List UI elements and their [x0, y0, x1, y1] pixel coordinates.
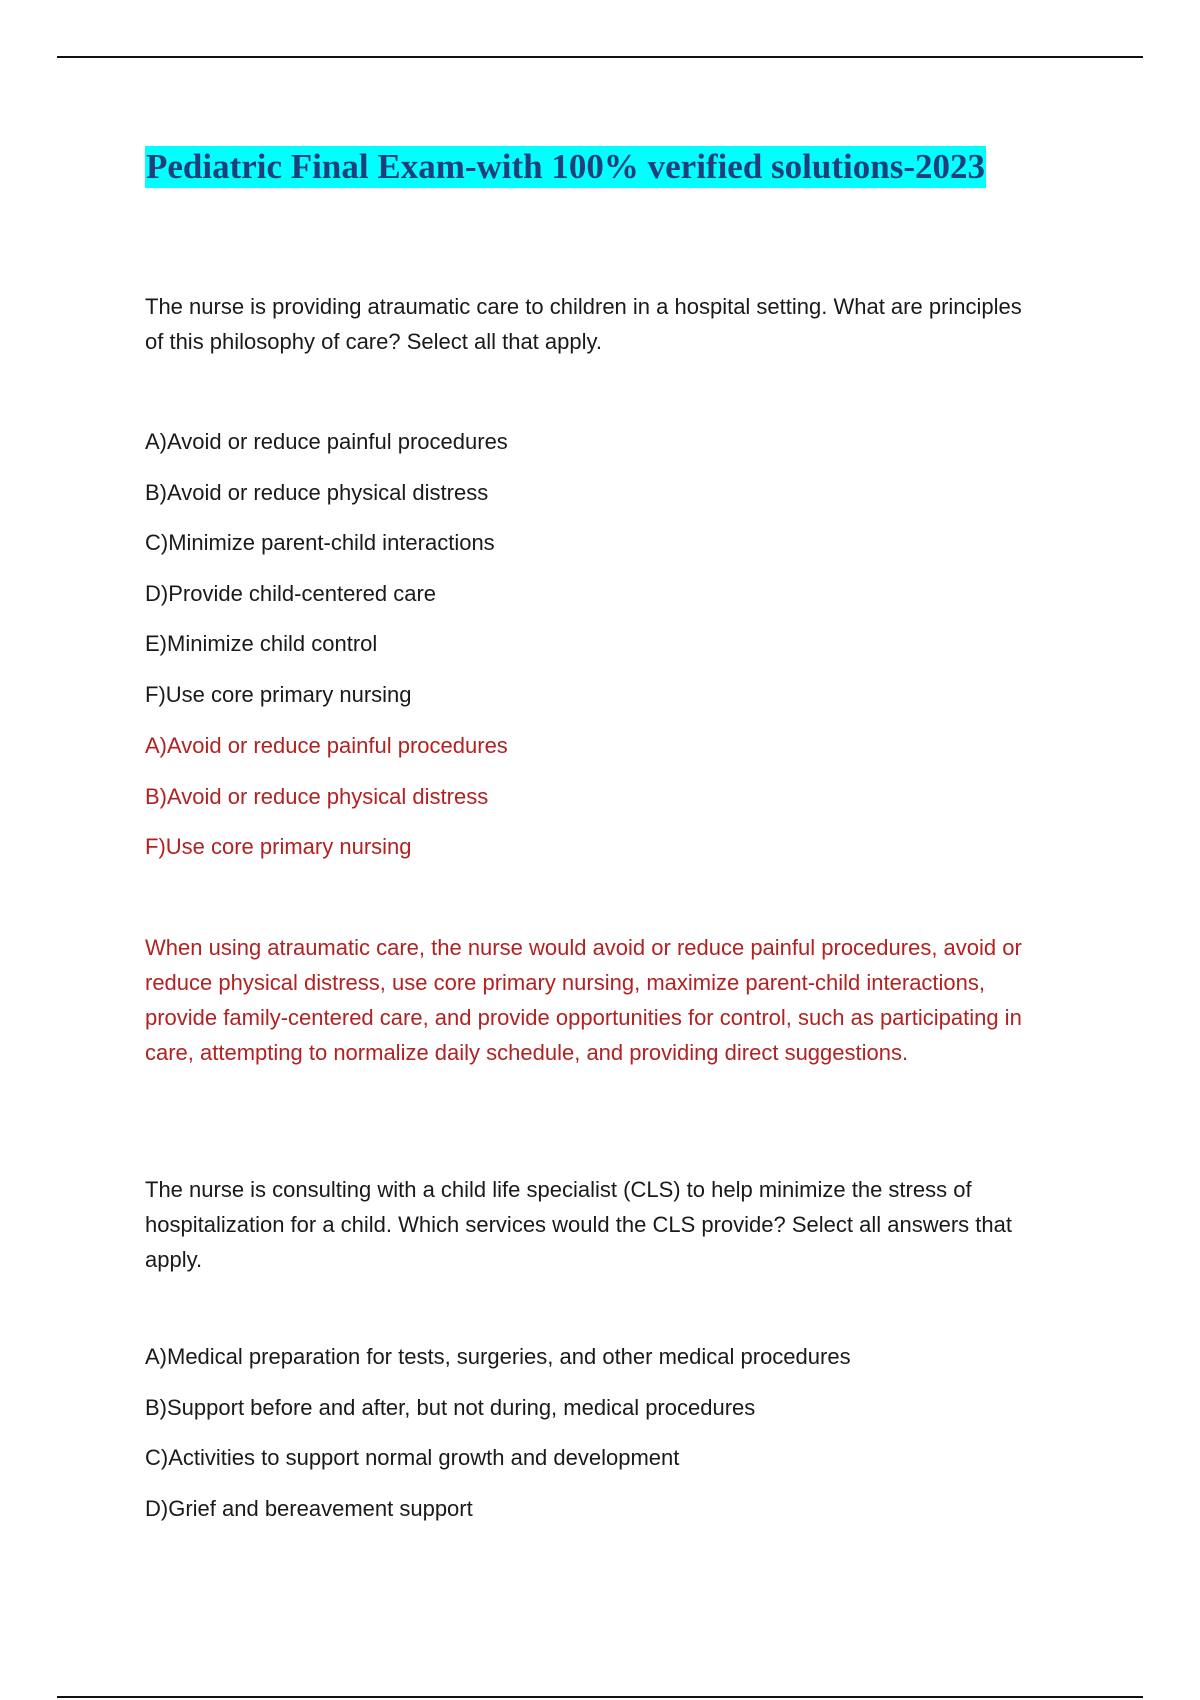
question-2-option-d: D)Grief and bereavement support [145, 1495, 473, 1521]
question-2-option-a: A)Medical preparation for tests, surgeries, and other medical procedures [145, 1344, 851, 1369]
title-block [145, 146, 1045, 188]
question-2-options [145, 1342, 1045, 1544]
question-1-answer-f: F)Use core primary nursing [145, 834, 412, 859]
question-1-option-b: B)Avoid or reduce physical distress [145, 479, 489, 505]
document-title: Pediatric Final Exam-with 100% verified solutions-2023 [146, 147, 985, 186]
question-1-option-f: F)Use core primary nursing [145, 681, 412, 707]
question-1-option-d: D)Provide child-centered care [145, 580, 437, 606]
question-1-answers [145, 731, 1045, 883]
footer-rule [57, 1696, 1143, 1698]
question-1-prompt: The nurse is providing atraumatic care to children in a hospital setting. What are principles of this philosophy of care? Select all that apply. [145, 294, 1022, 354]
question-1-answer-b: B)Avoid or reduce physical distress [145, 783, 489, 809]
question-2-option-c: C)Activities to support normal growth and development [145, 1445, 680, 1470]
question-1-option-a: A)Avoid or reduce painful procedures [145, 429, 508, 454]
question-1-option-e: E)Minimize child control [145, 631, 378, 656]
question-1-answer-a: A)Avoid or reduce painful procedures [145, 733, 508, 758]
question-2-option-b: B)Support before and after, but not during, medical procedures [145, 1394, 756, 1420]
header-rule [57, 56, 1143, 58]
question-1-options [145, 427, 1045, 730]
question-1-option-c: C)Minimize parent-child interactions [145, 530, 495, 555]
question-2-prompt: The nurse is consulting with a child life specialist (CLS) to help minimize the stress of hospitalization for a child. Which services would the CLS provide? Select all answers that apply. [145, 1177, 1012, 1272]
question-1-rationale: When using atraumatic care, the nurse would avoid or reduce painful procedures, avoid or reduce physical distress, use core primary nursing, maximize parent-child interactions, provide family-centered care, and provide opportunities for control, such as participating in care, attempting to normalize daily schedule, and providing direct suggestions. [145, 935, 1022, 1065]
